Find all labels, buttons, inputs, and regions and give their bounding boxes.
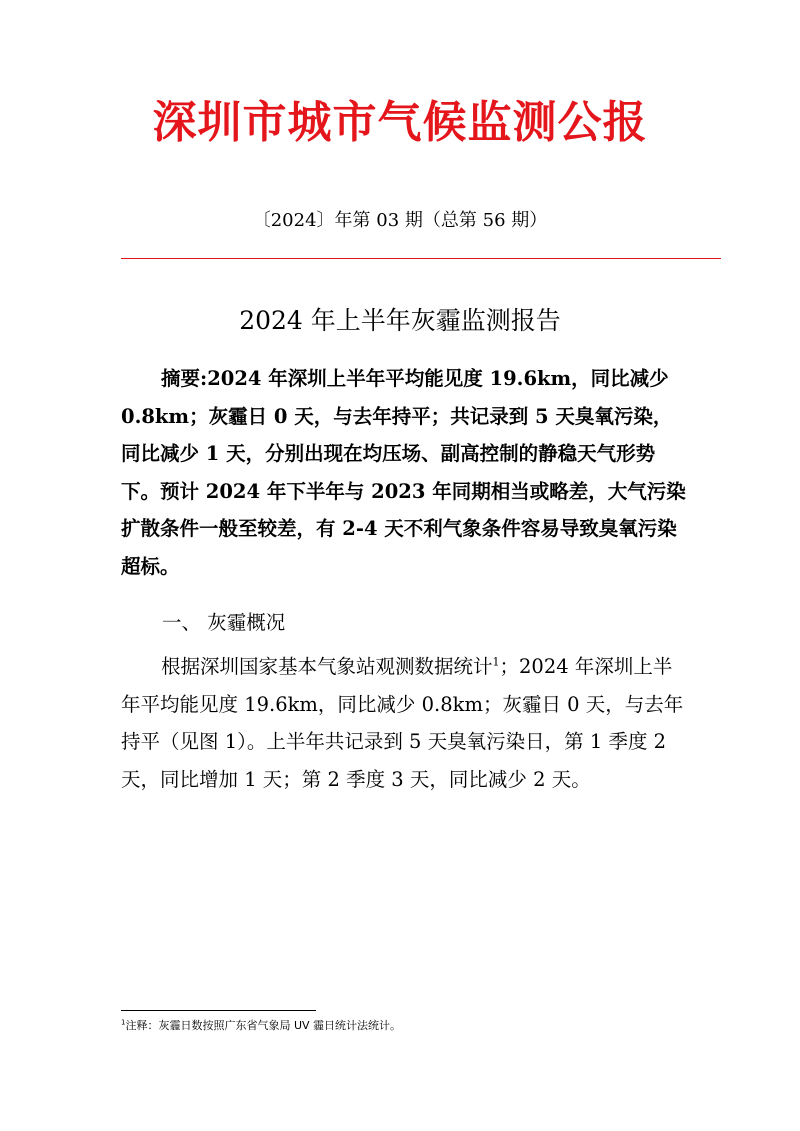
abstract-paragraph: 摘要:2024 年深圳上半年平均能见度 19.6km，同比减少 0.8km；灰霾日 0 天，与去年持平；共记录到 5 天臭氧污染，同比减少 1 天，分别出现在均压场、副高控制的静稳天气形势下。预计 2024 年下半年与 2023 年同期相当或略差，大气污染扩散条件一般至较差，有 2-4 天不利气象条件容易导致臭氧污染超标。	[121, 367, 686, 578]
overview-text-part2: ；2024 年深圳上半年平均能见度 19.6km，同比减少 0.8km；灰霾日 0 天，与去年持平（见图 1）。上半年共记录到 5 天臭氧污染日，第 1 季度 2 天，同比增加 1 天；第 2 季度 3 天，同比减少 2 天。	[121, 655, 684, 791]
overview-paragraph	[121, 648, 691, 798]
section-heading-overview: 一、 灰霾概况	[162, 611, 286, 634]
issue-number: 〔2024〕年第 03 期（总第 56 期）	[252, 210, 548, 231]
footnote-text: 注释：灰霾日数按照广东省气象局 UV 霾日统计法统计。	[125, 1019, 402, 1032]
overview-text-part1: 根据深圳国家基本气象站观测数据统计	[161, 655, 493, 678]
footnote-reference[interactable]: 1	[492, 655, 500, 669]
footnote	[121, 1019, 401, 1033]
report-title: 2024 年上半年灰霾监测报告	[239, 306, 561, 335]
footnote-divider	[121, 1010, 316, 1011]
footnote-marker: 1	[121, 1018, 126, 1027]
bulletin-masthead-title: 深圳市城市气候监测公报	[152, 97, 648, 148]
header-divider	[121, 258, 721, 259]
